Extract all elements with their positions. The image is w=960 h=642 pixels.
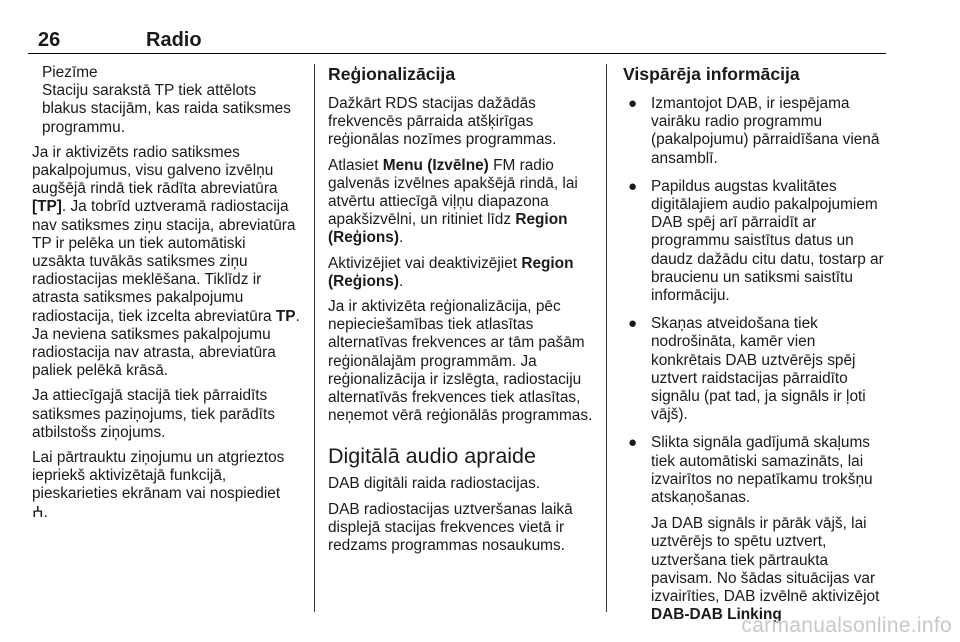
dab-linking-label: DAB-DAB Linking xyxy=(651,606,782,624)
text-span: Atlasiet xyxy=(328,156,383,174)
watermark: carmanualsonline.info xyxy=(741,614,952,637)
tp-bracket-label: [TP] xyxy=(32,198,62,216)
bullet-icon: ● xyxy=(628,177,638,195)
list-item-continuation xyxy=(651,515,885,624)
chapter-title: Radio xyxy=(146,29,202,51)
info-list xyxy=(623,95,885,624)
text-span: Ja DAB signāls ir pārāk vājš, lai uztvērējs to spētu uztvert, uztveršana tiek pārtraukta pavisam. No šādas situācijas var izvairīties, DAB izvēlnē aktivizējot xyxy=(651,515,880,606)
text-span: Ja ir aktivizēts radio satiksmes pakalpojumus, visu galveno izvēlņu augšējā rindā tiek rādīta abreviatūra xyxy=(32,143,278,198)
text-span: . xyxy=(398,272,404,290)
list-item-text: Slikta signāla gadījumā skaļums tiek automātiski samazināts, lai izvairītos no nepatīkamu trokšņu atskaņošanas. xyxy=(651,434,873,507)
column-divider-1 xyxy=(314,64,315,612)
list-item xyxy=(623,95,885,168)
text-span: . xyxy=(398,229,404,247)
bullet-icon: ● xyxy=(628,315,638,333)
note-box xyxy=(32,64,302,137)
list-item xyxy=(623,434,885,624)
list-item xyxy=(623,315,885,424)
section-heading-general-info: Vispārēja informācija xyxy=(623,64,800,84)
column-2 xyxy=(328,64,596,562)
bullet-icon: ● xyxy=(628,434,638,452)
section-heading-regionalization: Reģionalizācija xyxy=(328,64,456,84)
text-span: FM radio galvenās izvēlnes apakšējā rindā, lai atvērtu attiecīgā viļņu diapazona apakšizvēlni, un ritiniet līdz xyxy=(328,156,578,229)
regionalization-details: Ja ir aktivizēta reģionalizācija, pēc nepieciešamības tiek atlasītas alternatīvas frekvences ar tām pašām reģionālajām programmām. Ja reģionalizācija ir izslēgta, radiostaciju alternatīvās frekvences tiek atlasītas, neņemot vērā reģionālās programmas. xyxy=(328,298,593,425)
tp-label: TP xyxy=(275,307,296,325)
text-span: . Ja neviena satiksmes pakalpojumu radiostacija nav atrasta, abreviatūra paliek pelēkā krāsā. xyxy=(32,307,300,380)
list-item-text: Izmantojot DAB, ir iespējama vairāku radio programmu (pakalpojumu) pārraidīšana vienā ansamblī. xyxy=(651,95,880,167)
dab-display-paragraph: DAB radiostacijas uztveršanas laikā displejā stacijas frekvences vietā ir redzams programmas nosaukums. xyxy=(328,500,573,555)
column-3 xyxy=(623,64,885,634)
region-label: Region (Reģions) xyxy=(328,211,568,247)
list-item-text: Papildus augstas kvalitātes digitālajiem audio pakalpojumiem DAB spēj arī pārraidīt ar programmu saistītus datus un daudz dažādu citu datu, tostarp ar braucienu un satiksmi saistītu informāciju. xyxy=(651,177,884,305)
menu-label: Menu (Izvēlne) xyxy=(382,156,489,174)
section-heading-dab: Digitālā audio apraide xyxy=(328,444,536,469)
list-item xyxy=(623,178,885,305)
announcement-paragraph: Ja attiecīgajā stacijā tiek pārraidīts satiksmes paziņojums, tiek parādīts atbilstošs ziņojums. xyxy=(32,387,275,441)
column-1 xyxy=(32,64,302,529)
region-label: Region (Reģions) xyxy=(328,254,574,290)
regionalization-intro: Dažkārt RDS stacijas dažādās frekvencēs pārraida atšķirīgas reģionālas nozīmes programmas. xyxy=(328,95,557,149)
interrupt-paragraph xyxy=(32,449,302,522)
page-header xyxy=(28,30,886,54)
column-divider-2 xyxy=(606,64,607,612)
regionalization-toggle-paragraph xyxy=(328,255,596,291)
power-icon: ⵄ. xyxy=(32,503,48,521)
bullet-icon: ● xyxy=(628,95,638,112)
text-span: . Ja tobrīd uztveramā radiostacija nav satiksmes ziņu stacija, abreviatūra TP ir pelēka un tiek automātiski uzsākta tuvākās satiksmes ziņu radiostacijas meklēšana. Tiklīdz ir atrasta satiksmes pakalpojumu radiostacija, tiek izcelta abreviatūra xyxy=(32,198,296,325)
text-span: Aktivizējiet vai deaktivizējiet xyxy=(328,254,522,272)
note-text: Staciju sarakstā TP tiek attēlots blakus stacijām, kas raida satiksmes programmu. xyxy=(42,82,291,136)
list-item-text: Skaņas atveidošana tiek nodrošināta, kamēr vien konkrētais DAB uztvērējs spēj uztvert raidstacijas pārraidīto signālu (pat tad, ja signāls ir ļoti vājš). xyxy=(651,315,866,424)
tp-paragraph xyxy=(32,144,302,381)
text-span: Lai pārtrauktu ziņojumu un atgrieztos iepriekš aktivizētajā funkcijā, pieskarieties ekrānam vai nospiediet xyxy=(32,449,285,503)
dab-intro: DAB digitāli raida radiostacijas. xyxy=(328,475,541,493)
regionalization-menu-paragraph xyxy=(328,157,596,248)
page-number: 26 xyxy=(38,29,61,51)
note-title: Piezīme xyxy=(42,64,98,81)
